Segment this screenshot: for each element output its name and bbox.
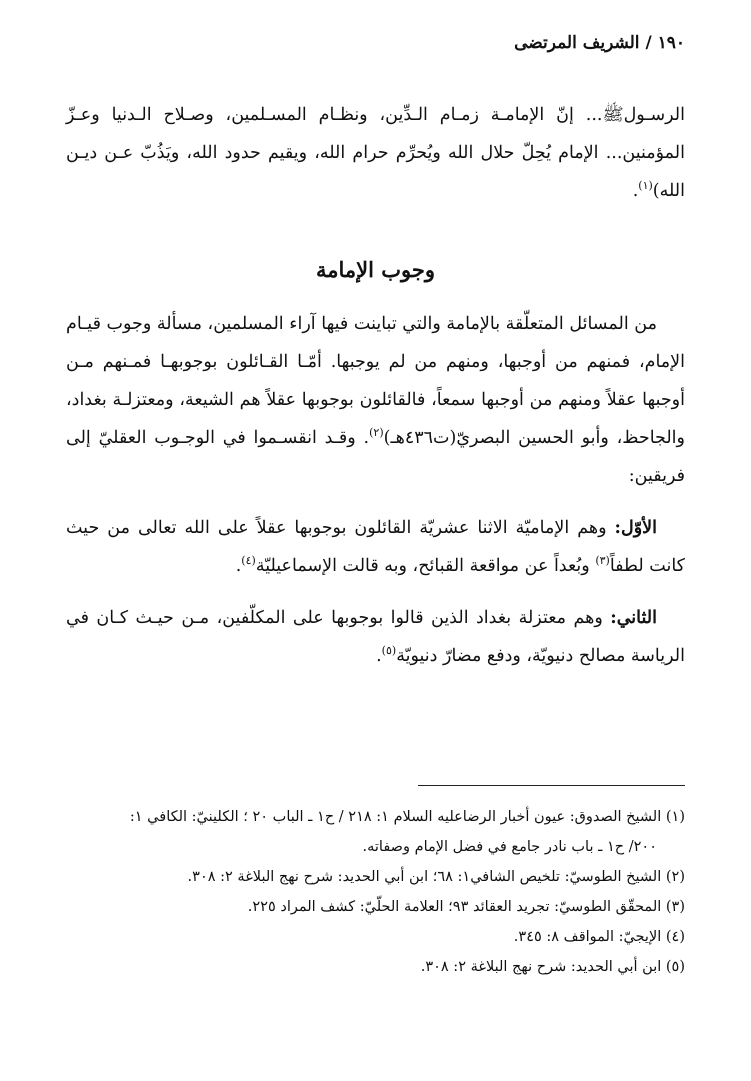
footnote-1-line-b: ٢٠٠/ ح١ ـ باب نادر جامع في فضل الإمام وصفاته. — [362, 839, 657, 855]
p1-text-a: من المسائل المتعلّقة بالإمامة والتي تباينت فيها آراء المسلمين، مسألة وجوب قيـام الإمام، فمنهم من أوجبها، ومنهم من لم يوجبها. أمّـا القـائلون بوجوبهـا فمـنهم مـن أوجبها عقلاً ومنهم من أوجبها سمعاً، فالقائلون بوجوبها عقلاً هم الشيعة، ومعتزلـة بغداد، والجاحظ، وأبو الحسين البصريّ(ت٤٣٦هـ) — [66, 314, 685, 448]
footnote-4: (٤) الإيجيّ: المواقف ٨: ٣٤٥. — [513, 929, 685, 945]
footnote-ref-1[interactable]: (١) — [638, 179, 653, 193]
page-number: ١٩٠ — [657, 33, 685, 53]
p3-text-a: وهم معتزلة بغداد الذين قالوا بوجوبها على المكلّفين، مـن حيـث كـان في الرياسة مصالح دنيويّة، ودفع مضارّ دنيويّة — [66, 608, 685, 666]
header-title: الشريف المرتضى — [514, 33, 640, 53]
footnote-ref-2[interactable]: (٢) — [369, 426, 384, 440]
p3-text-b: . — [376, 646, 382, 666]
p2-term: الأوّل: — [614, 518, 657, 538]
footnote-ref-5[interactable]: (٥) — [381, 644, 397, 658]
footnote-5: (٥) ابن أبي الحديد: شرح نهج البلاغة ٢: ٣٠٨. — [420, 959, 685, 975]
intro-text: الرسـول‌ﷺ... إنّ الإمامـة زمـام الـدِّين، ونظـام المسـلمين، وصـلاح الـدنيا وعـزّ المؤمنين... الإمام يُحِلّ حلال الله ويُحرِّم حرام الله، ويقيم حدود الله، ويَذُبّ عـن ديـن الله) — [66, 105, 685, 201]
p2-text-b: وبُعداً عن مواقعة القبائح، وبه قالت الإسماعيليّة — [255, 556, 596, 576]
section-heading: وجوب الإمامة — [315, 257, 436, 282]
p1-text-b: . وقـد انقسـموا في الوجـوب العقليّ إلى فريقين: — [66, 428, 685, 486]
p2-text-a: وهم الإماميّة الاثنا عشريّة القائلون بوجوبها عقلاً على الله تعالى من حيث كانت لطفاً — [66, 518, 685, 576]
footnote-divider — [418, 785, 685, 786]
p2-text-c: . — [235, 556, 242, 576]
footnote-2: (٢) الشيخ الطوسيّ: تلخيص الشافي١: ٦٨؛ ابن أبي الحديد: شرح نهج البلاغة ٢: ٣٠٨. — [187, 869, 685, 885]
main-body — [66, 305, 685, 675]
header-separator: / — [645, 33, 652, 53]
intro-quote — [66, 96, 685, 210]
footnote-ref-4[interactable]: (٤) — [241, 554, 256, 568]
footnotes — [66, 802, 685, 982]
footnote-1-line-a: (١) الشيخ الصدوق: عيون أخبار الرضا‌عليه السلام ١: ٢١٨ / ح١ ـ الباب ٢٠ ؛ الكلينيّ: الكافي ١: — [129, 809, 685, 825]
footnote-1 — [66, 802, 685, 862]
running-header — [514, 33, 685, 53]
footnote-ref-3[interactable]: (٣) — [595, 554, 610, 568]
footnote-3: (٣) المحقّق الطوسيّ: تجريد العقائد ٩٣؛ العلامة الحلّيّ: كشف المراد ٢٢٥. — [247, 899, 685, 915]
paragraph-1 — [66, 305, 685, 495]
intro-end: . — [632, 181, 639, 201]
paragraph-3 — [66, 599, 685, 675]
paragraph-2 — [66, 509, 685, 585]
p3-term: الثاني: — [610, 608, 657, 628]
